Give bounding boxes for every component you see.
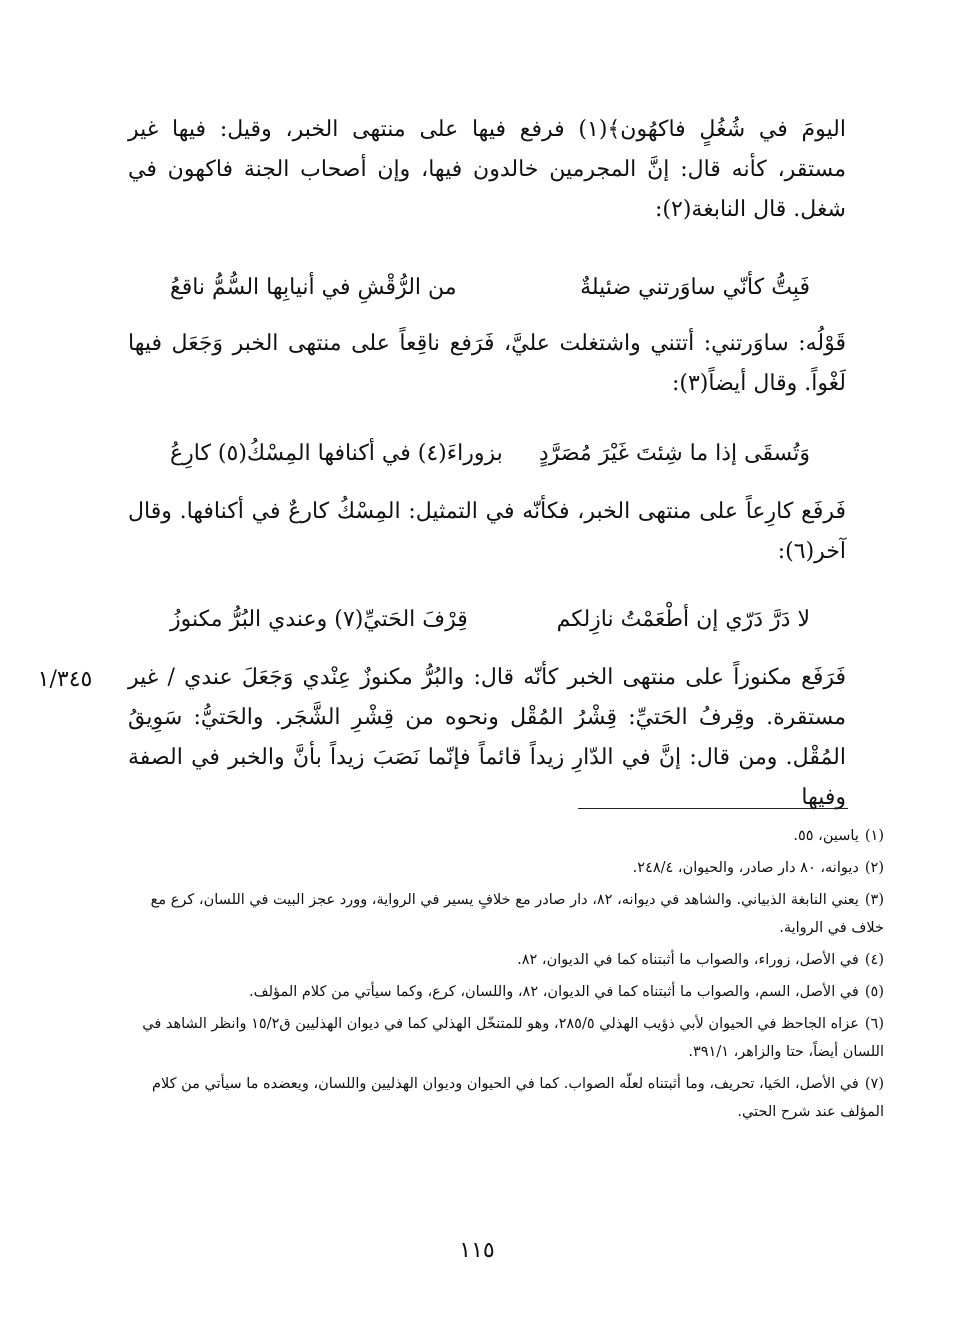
footnote-3 bbox=[140, 886, 884, 942]
verse-3 bbox=[170, 600, 810, 640]
footnote-number: (١) bbox=[864, 828, 884, 844]
footnote-number: (٤) bbox=[864, 952, 884, 968]
verse-1 bbox=[170, 268, 810, 308]
verse-1-first-hemistich: فَبِتُّ كأنّي ساوَرتني ضئيلةٌ bbox=[580, 275, 810, 300]
footnotes bbox=[140, 822, 884, 1130]
verse-2-first-hemistich: وَتُسقَى إذا ما شِئتَ غَيْرَ مُصَرَّدٍ bbox=[538, 441, 810, 466]
margin-page-reference: ١/٣٤٥ bbox=[37, 667, 93, 692]
footnote-text: عزاه الجاحظ في الحيوان لأبي ذؤيب الهذلي ٢٨٥/٥، وهو للمتنخّل الهذلي كما في ديوان الهذليين ق١٥/٢ وانظر الشاهد في اللسان أيضاً، حتا والزاهر، ٣٩١/١. bbox=[142, 1016, 884, 1060]
footnote-number: (٢) bbox=[864, 860, 884, 876]
verse-3-second-hemistich: قِرْفَ الحَتيِّ(٧) وعندي البُرُّ مكنوزُ bbox=[170, 607, 468, 632]
page-number: ١١٥ bbox=[459, 1238, 495, 1263]
footnote-1 bbox=[140, 822, 884, 850]
footnote-2 bbox=[140, 854, 884, 882]
verse-2-second-hemistich: بزوراءَ(٤) في أكنافها المِسْكُ(٥) كارِعُ bbox=[170, 441, 503, 466]
footnote-text: ياسين، ٥٥. bbox=[793, 828, 859, 844]
paragraph-3: فَرفَع كارِعاً على منتهى الخبر، فكأنّه في التمثيل: المِسْكُ كارعٌ في أكنافها. وقال آخر(٦): bbox=[128, 499, 846, 564]
footnote-text: في الأصل، الحَيا، تحريف، وما أثبتناه لعلّه الصواب. كما في الحيوان وديوان الهذليين واللسان، ويعضده ما سيأتي من كلام المؤلف عند شرح الحتي. bbox=[152, 1076, 884, 1120]
footnote-text: يعني النابغة الذبياني. والشاهد في ديوانه، ٨٢، دار صادر مع خلافٍ يسير في الرواية، وورد عجز البيت في اللسان، كرع مع خلاف في الرواية. bbox=[150, 892, 884, 936]
footnote-number: (٧) bbox=[864, 1076, 884, 1092]
footnote-number: (٦) bbox=[864, 1016, 884, 1032]
paragraph-4: فَرَفَع مكنوزاً على منتهى الخبر كأنّه قال: والبُرُّ مكنوزٌ عِنْدي وَجَعَلَ عندي / غير مستقرة. وقِرفُ الحَتيِّ: قِشْرُ المُقْل ونحوه من قِشْرِ الشَّجَر. والحَتيُّ: سَوِيقُ المُقْل. ومن قال: إنَّ في الدّارِ زيداً قائماً فإنّما نَصَبَ زيداً بأنَّ والخبر في الصفة وفيها bbox=[128, 665, 846, 810]
footnote-text: ديوانه، ٨٠ دار صادر، والحيوان، ٢٤٨/٤. bbox=[632, 860, 859, 876]
footnote-7 bbox=[140, 1070, 884, 1126]
footnote-5 bbox=[140, 978, 884, 1006]
footnote-6 bbox=[140, 1010, 884, 1066]
verse-2 bbox=[170, 434, 810, 474]
verse-1-second-hemistich: من الرُّقْشِ في أنيابِها السُّمُّ ناقعُ bbox=[170, 275, 457, 300]
verse-3-first-hemistich: لا دَرَّ دَرّي إن أطْعَمْتُ نازِلكم bbox=[556, 607, 810, 632]
footnote-text: في الأصل، زوراء، والصواب ما أثبتناه كما في الديوان، ٨٢. bbox=[517, 952, 859, 968]
footnote-divider bbox=[578, 808, 848, 809]
footnote-number: (٣) bbox=[864, 892, 884, 908]
footnote-text: في الأصل، السم، والصواب ما أثبتناه كما في الديوان، ٨٢، واللسان، كرع، وكما سيأتي من كلام المؤلف. bbox=[248, 984, 859, 1000]
paragraph-1: اليومَ في شُغُلٍ فاكهُون﴾(١) فرفع فيها على منتهى الخبر، وقيل: فيها غير مستقر، كأنه قال: إنَّ المجرمين خالدون فيها، وإن أصحاب الجنة فاكهون في شغل. قال النابغة(٢): bbox=[128, 117, 846, 222]
footnote-4 bbox=[140, 946, 884, 974]
footnote-number: (٥) bbox=[864, 984, 884, 1000]
paragraph-2: قَوْلُه: ساوَرتني: أتتني واشتغلت عليَّ، فَرَفع ناقِعاً على منتهى الخبر وَجَعَل فيها لَغْواً. وقال أيضاً(٣): bbox=[128, 331, 846, 396]
